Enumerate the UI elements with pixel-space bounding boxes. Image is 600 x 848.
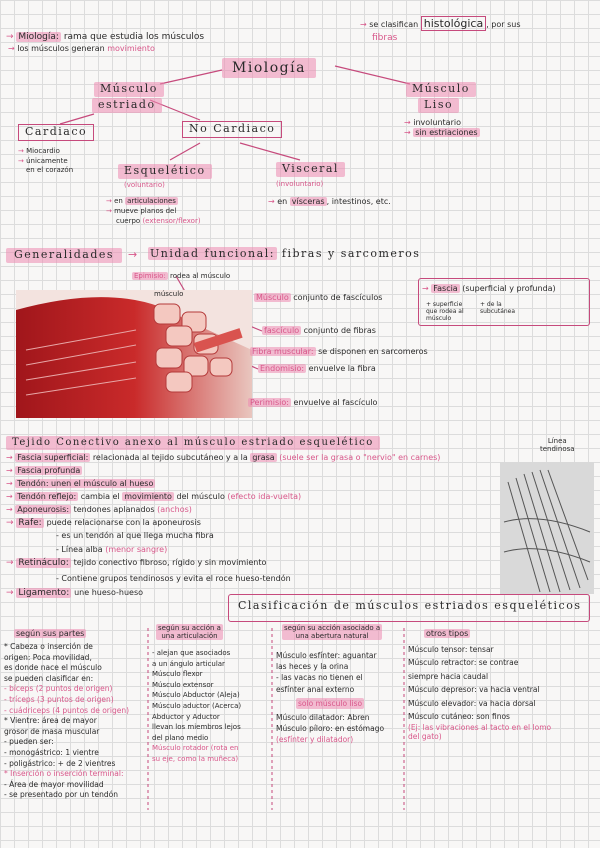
col1-list — [4, 642, 129, 801]
col3-line: (esfínter y dilatador) — [276, 735, 354, 745]
musculo-term: Músculo — [256, 293, 289, 302]
clasif-title: Clasificación de músculos estriados esqueléticos — [238, 599, 582, 612]
col3-header-1: según su acción asociado a — [284, 624, 381, 632]
col1-line: se pueden clasificar en: — [4, 673, 94, 683]
col2-line: Músculo extensor — [152, 680, 214, 689]
retinaculo-term: Retináculo: — [18, 558, 69, 568]
esq-1-text: articulaciones — [127, 197, 176, 205]
col4-line: Músculo elevador: va hacia dorsal — [408, 698, 536, 708]
esq-2-text: mueve planos del — [114, 207, 177, 215]
col3-line: Músculo dilatador: Abren — [276, 713, 370, 723]
esq-1: → en articulaciones — [106, 197, 176, 205]
card-2-text: únicamente — [26, 157, 68, 165]
esq-3-text: (extensor/flexor) — [142, 217, 201, 225]
fascia-def: (superficial y profunda) — [462, 284, 556, 293]
col1-line: * Cabeza o inserción de — [4, 642, 93, 651]
esq-2: → mueve planos del — [106, 207, 177, 215]
liso-1-text: involuntario — [413, 118, 461, 127]
col4-line: siempre hacia caudal — [408, 671, 489, 681]
col1-line: grosor de masa muscular — [4, 726, 100, 736]
grasa-note: (suele ser la grasa o "nervio" en carnes) — [279, 453, 441, 462]
col4-line: del gato) — [408, 732, 442, 742]
visc-1-post: , intestinos, etc. — [326, 197, 391, 206]
fasciculo-def: conjunto de fibras — [303, 326, 376, 335]
clasif-note: → se clasifican histológica , por sus — [360, 17, 521, 30]
musculo-def: conjunto de fascículos — [293, 293, 383, 302]
retinaculo: → Retináculo: tejido conectivo fibroso, rígido y sin movimiento — [6, 558, 267, 568]
tendon-ref-def: cambia el — [80, 492, 120, 501]
rafe-3-note: (menor sangre) — [105, 545, 168, 554]
fascia-a1: + superficie — [426, 301, 463, 308]
tendon-line: → Tendón: unen el músculo al hueso — [6, 479, 154, 488]
col4-line: Músculo cutáneo: son finos — [408, 712, 510, 722]
unidad-funcional — [148, 248, 420, 261]
fascia-title: → Fascia (superficial y profunda) — [422, 284, 556, 293]
miologia-root: Miología — [222, 58, 316, 78]
endomisio-term: Endomisio: — [260, 364, 305, 373]
aponeurosis-def: tendones aplanados — [73, 505, 155, 514]
tendon-ref-term: Tendón reflejo: — [17, 492, 77, 501]
unidad-value: fibras y sarcomeros — [281, 247, 421, 260]
fascia-a2: que rodea al — [426, 307, 464, 315]
rafe-3-text: - Línea alba — [56, 545, 103, 554]
col4-line: Músculo tensor: tensar — [408, 645, 494, 654]
cardiaco-box: Cardiaco — [18, 124, 94, 141]
fascia-prof: → Fascia profunda — [6, 466, 81, 475]
grasa-word: grasa — [252, 453, 275, 462]
col2-header — [156, 624, 223, 640]
esq-3 — [116, 217, 201, 225]
fascia-b — [480, 302, 515, 316]
col1-line: * Vientre: área de mayor — [4, 716, 97, 726]
ligamento-term: Ligamento: — [18, 588, 70, 598]
fascia-sup: → Fascia superficial: relacionada al tejido subcutáneo y a la grasa (suele ser la grasa o "nervio" en carnes) — [6, 453, 441, 462]
retinaculo-2: - Contiene grupos tendinosos y evita el roce hueso-tendón — [56, 574, 291, 583]
col4-line: Músculo retractor: se contrae — [408, 658, 519, 668]
col3-line: esfínter anal externo — [276, 684, 355, 694]
fascia-sup-def: relacionada al tejido subcutáneo y a la — [92, 453, 248, 462]
photo-label — [540, 437, 575, 453]
fascia-term: Fascia — [433, 284, 458, 293]
perimisio-def: envuelve al fascículo — [293, 398, 378, 407]
col3-header-2: una abertura natural — [295, 632, 369, 641]
col3-line: solo músculo liso — [298, 698, 363, 708]
col1-line: - tríceps (3 puntos de origen) — [4, 694, 114, 704]
col2-line: Músculo rotador (rota en — [152, 744, 239, 753]
aponeurosis: → Aponeurosis: tendones aplanados (anchos) — [6, 505, 192, 514]
col1-line: - poligástrico: + de 2 vientres — [4, 758, 116, 768]
col1-line: - monogástrico: 1 vientre — [4, 747, 99, 757]
generalidades-title: Generalidades — [6, 248, 122, 263]
visc-1: → en vísceras , intestinos, etc. — [268, 197, 391, 206]
rafe: → Rafe: puede relacionarse con la aponeurosis — [6, 518, 201, 528]
col2-header-1: según su acción a — [158, 624, 221, 632]
card-1-text: Miocardio — [26, 147, 60, 155]
col1-line: es donde nace el músculo — [4, 663, 102, 673]
visc-1-pre: en — [277, 197, 288, 206]
fascia-b1: + de la — [480, 301, 502, 308]
involuntario-note: (involuntario) — [276, 180, 324, 188]
col2-line: a un ángulo articular — [152, 659, 225, 668]
miologia-definition: → Miología: rama que estudia los músculos — [6, 32, 205, 42]
tendon-sketch-image — [500, 462, 594, 594]
visceral-title: Visceral — [276, 162, 345, 177]
col3-line: las heces y la orina — [276, 662, 349, 672]
liso-title-a: Músculo — [406, 82, 476, 97]
nocardiaco-box: No Cardiaco — [182, 121, 282, 138]
col2-line: Abductor y Aductor — [152, 712, 220, 721]
col1-line: - se presentado por un tendón — [4, 790, 118, 800]
col2-header-2: una articulación — [161, 632, 218, 641]
perimisio-label — [248, 398, 377, 407]
rafe-def: puede relacionarse con la aponeurosis — [46, 518, 201, 527]
col3-header — [282, 624, 382, 640]
aponeurosis-term: Aponeurosis: — [17, 505, 70, 514]
musculo-small-label: músculo — [154, 290, 184, 298]
col4-list — [408, 643, 551, 741]
estriado-title-b: estriado — [92, 98, 162, 113]
clasif-pre: se clasifican — [369, 20, 419, 29]
col2-line: Músculo aductor (Acerca) — [152, 701, 242, 710]
esq-3-pre: cuerpo — [116, 217, 141, 225]
liso-2-text: sin estriaciones — [415, 128, 478, 137]
col1-line: - bíceps (2 puntos de origen) — [4, 684, 113, 694]
endomisio-label — [258, 364, 376, 373]
ligamento: → Ligamento: une hueso-hueso — [6, 588, 143, 598]
col2-line: del plano medio — [152, 733, 209, 742]
anchos-note: (anchos) — [157, 505, 192, 514]
muscle-illustration — [16, 290, 252, 418]
ligamento-def: une hueso-hueso — [74, 588, 143, 597]
rafe-3 — [56, 545, 167, 554]
miologia-line2: → los músculos generan movimiento — [8, 44, 155, 53]
card-2: → únicamente — [18, 157, 68, 165]
fascia-b2: subcutánea — [480, 307, 516, 315]
endomisio-def: envuelve la fibra — [308, 364, 376, 373]
tendon-reflejo: → Tendón reflejo: cambia el movimiento del músculo (efecto ida-vuelta) — [6, 492, 302, 501]
movimiento-word: movimiento — [107, 44, 155, 53]
col2-line: - alejan que asociados — [152, 649, 231, 657]
epimisio-term: Epimisio: — [134, 272, 166, 280]
col3-line: Músculo píloro: en estómago — [276, 724, 385, 734]
generalidades-arrow: → — [128, 248, 138, 261]
fibra-def: se disponen en sarcomeros — [318, 347, 428, 356]
photo-label-2: tendinosa — [540, 445, 575, 454]
visc-1-word: vísceras — [291, 197, 325, 206]
col4-header: otros tipos — [426, 629, 469, 638]
tendon-sketch — [500, 462, 594, 594]
col1-line: - Área de mayor movilidad — [4, 779, 104, 789]
tendon-ref-note: (efecto ida-vuelta) — [227, 492, 302, 501]
col1-line: origen: Poca movilidad, — [4, 652, 92, 662]
card-3: en el corazón — [26, 166, 74, 174]
muscle-cross-section-image — [16, 290, 252, 418]
clasif-fibras: fibras — [372, 33, 398, 43]
col4-line: Músculo depresor: va hacia ventral — [408, 685, 540, 695]
col1-line: - pueden ser: — [4, 737, 54, 747]
tendon-ref-post: del músculo — [176, 492, 225, 501]
photo-label-1: Línea — [547, 437, 567, 445]
col4-line: (Ej: las vibraciones al tacto en el lomo — [408, 723, 552, 733]
tejido-title: Tejido Conectivo anexo al músculo estriado esquelético — [6, 436, 380, 450]
movimiento-term: movimiento — [124, 492, 172, 501]
esqueletico-title: Esquelético — [118, 164, 212, 179]
liso-title-b: Liso — [418, 98, 459, 113]
epimisio-label — [132, 272, 230, 280]
esq-1-pre: en — [114, 197, 123, 205]
col2-line: Músculo Abductor (Aleja) — [152, 691, 240, 700]
fasciculo-label — [262, 326, 376, 335]
estriado-title-a: Músculo — [94, 82, 164, 97]
col2-line: llevan los miembros lejos — [152, 723, 241, 732]
card-1: → Miocardio — [18, 147, 60, 155]
fibra-term: Fibra muscular: — [252, 347, 314, 356]
perimisio-term: Perimisio: — [250, 398, 289, 407]
fascia-sup-term: Fascia superficial: — [17, 453, 89, 462]
col3-list — [276, 650, 384, 746]
col2-line: Músculo flexor — [152, 670, 203, 679]
fibra-label — [250, 347, 428, 356]
fascia-prof-term: Fascia profunda — [17, 466, 81, 475]
line2-text: los músculos generan — [17, 44, 105, 53]
tendon-text: Tendón: unen el músculo al hueso — [17, 479, 154, 488]
col3-line: - las vacas no tienen el — [276, 673, 363, 683]
unidad-label: Unidad funcional: — [150, 247, 275, 260]
col1-header: según sus partes — [16, 629, 85, 638]
col2-line: su eje, como la muñeca) — [152, 754, 239, 763]
clasif-post: , por sus — [486, 20, 521, 29]
musculo-label — [254, 293, 382, 302]
clasif-hist: histológica — [421, 16, 486, 31]
col2-list — [152, 648, 241, 765]
epimisio-def: rodea al músculo — [170, 272, 231, 280]
liso-1: → involuntario — [404, 118, 461, 127]
col1-line: - cuádriceps (4 puntos de origen) — [4, 705, 130, 715]
rafe-term: Rafe: — [18, 518, 42, 528]
miologia-label: Miología: — [18, 32, 59, 42]
col1-line: * Inserción o inserción terminal: — [4, 769, 124, 779]
voluntario-note: (voluntario) — [124, 181, 165, 189]
retinaculo-def: tejido conectivo fibroso, rígido y sin movimiento — [73, 558, 267, 567]
fascia-a — [426, 302, 464, 323]
fascia-a3: músculo — [426, 314, 452, 322]
col3-line: Músculo esfínter: aguantar — [276, 651, 377, 660]
rafe-2: - es un tendón al que llega mucha fibra — [56, 531, 214, 540]
liso-2: → sin estriaciones — [404, 128, 478, 137]
fasciculo-term: fascículo — [264, 326, 300, 335]
miologia-def-text: rama que estudia los músculos — [63, 32, 205, 42]
